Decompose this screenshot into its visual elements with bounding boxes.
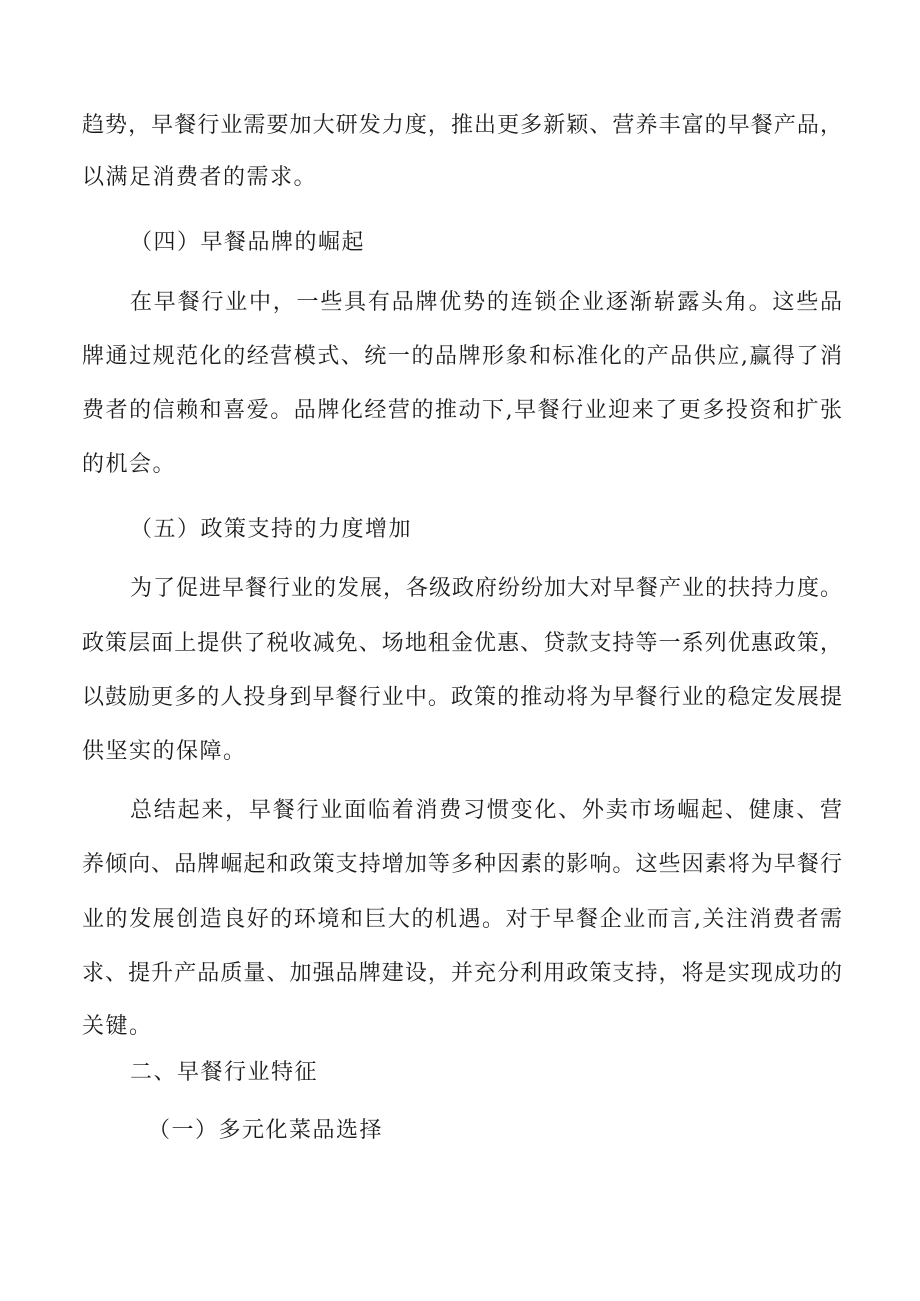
paragraph-3-line-2: 政策层面上提供了税收减免、场地租金优惠、贷款支持等一系列优惠政策， — [82, 631, 842, 656]
subsection-1-heading: （一）多元化菜品选择 — [148, 1118, 384, 1143]
paragraph-1-line-2: 以满足消费者的需求。 — [82, 165, 318, 190]
paragraph-2-line-1: 在早餐行业中，一些具有品牌优势的连锁企业逐渐崭露头角。这些品 — [130, 290, 842, 315]
paragraph-3-line-3: 以鼓励更多的人投身到早餐行业中。政策的推动将为早餐行业的稳定发展提 — [82, 685, 842, 710]
heading-4: （四）早餐品牌的崛起 — [130, 230, 366, 255]
paragraph-4-line-3: 业的发展创造良好的环境和巨大的机遇。对于早餐企业而言,关注消费者需 — [82, 907, 842, 932]
paragraph-4-line-4: 求、提升产品质量、加强品牌建设，并充分利用政策支持，将是实现成功的 — [82, 961, 842, 986]
paragraph-4-line-5: 关键。 — [82, 1014, 153, 1039]
paragraph-2-line-2: 牌通过规范化的经营模式、统一的品牌形象和标准化的产品供应,赢得了消 — [82, 344, 842, 369]
paragraph-2-line-3: 费者的信赖和喜爱。品牌化经营的推动下,早餐行业迎来了更多投资和扩张 — [82, 398, 842, 423]
heading-5: （五）政策支持的力度增加 — [130, 517, 413, 542]
paragraph-3-line-4: 供坚实的保障。 — [82, 739, 247, 764]
paragraph-2-line-4: 的机会。 — [82, 452, 177, 477]
paragraph-1-line-1: 趋势，早餐行业需要加大研发力度，推出更多新颖、营养丰富的早餐产品， — [82, 113, 842, 138]
paragraph-3-line-1: 为了促进早餐行业的发展，各级政府纷纷加大对早餐产业的扶持力度。 — [130, 576, 842, 601]
paragraph-4-line-2: 养倾向、品牌崛起和政策支持增加等多种因素的影响。这些因素将为早餐行 — [82, 852, 842, 877]
section-2-heading: 二、早餐行业特征 — [130, 1060, 319, 1085]
paragraph-4-line-1: 总结起来，早餐行业面临着消费习惯变化、外卖市场崛起、健康、营 — [130, 798, 842, 823]
